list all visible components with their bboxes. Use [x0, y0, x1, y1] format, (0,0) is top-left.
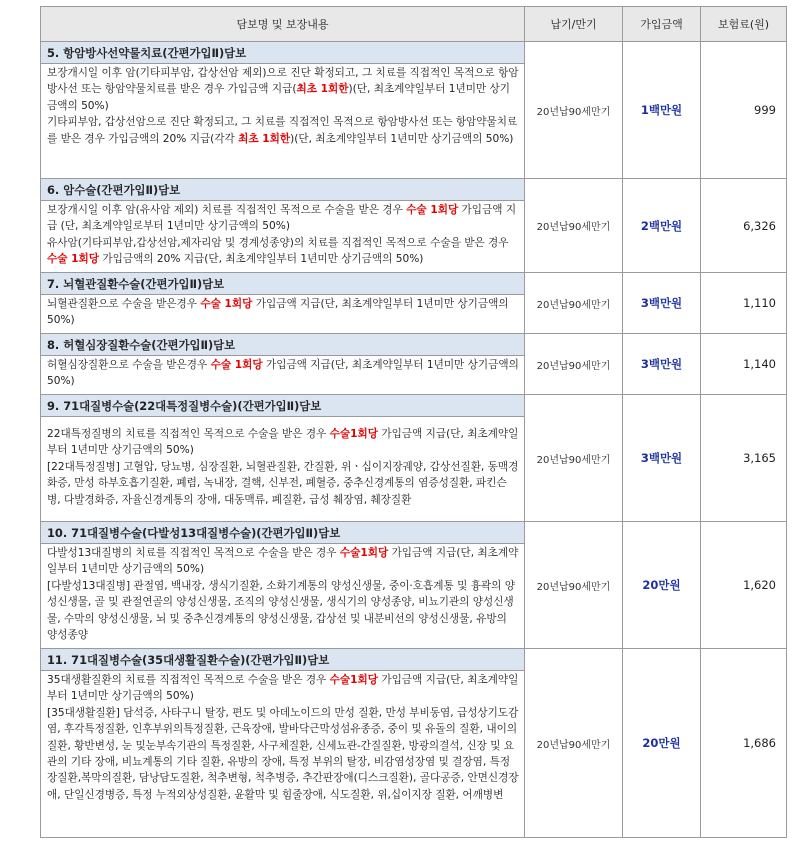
desc-paragraph: 35대생활질환의 치료를 직접적인 목적으로 수술을 받은 경우 수술1회당 가입금액 지급(단, 최초계약일부터 1년미만 상기금액의 50%) [47, 674, 519, 703]
desc-paragraph: 보장개시일 이후 암(유사암 제외) 치료를 직접적인 목적으로 수술을 받은 경우 수술 1회당 가입금액 지급 (단, 최초계약일로부터 1년미만 상기금액의 50%) [47, 204, 517, 233]
coverage-description [41, 356, 525, 395]
coverage-title-row [41, 522, 787, 544]
desc-paragraph: 유사암(기타피부암,갑상선암,제자리암 및 경계성종양)의 치료를 직접적인 목적으로 수술을 받은 경우 수술 1회당 가입금액의 20% 지급(단, 최초계약일부터 1년미만 상기금액의 50%) [47, 236, 509, 266]
desc-paragraph: 뇌혈관질환으로 수술을 받은경우 수술 1회당 가입금액 지급(단, 최초계약일부터 1년미만 상기금액의 50%) [47, 298, 509, 327]
coverage-title: 10. 71대질병수술(다발성13대질병수술)(간편가입Ⅱ)담보 [41, 522, 525, 544]
disease-list: [다발성13대질병] 관절염, 백내장, 생식기질환, 소화기계통의 양성신생물, 중이·호흡계통 및 흉곽의 양성신생물, 골 및 관절연골의 양성신생물, 조직의 양성신생물, 생식기의 양성종양, 비뇨기관의 양성신생물, 수막의 양성신생물, 뇌 및 중추신경계통의 양성신생물, 갑상선 및 내분비선의 양성신생물, 유방의 양성종양 [47, 579, 515, 642]
header-premium: 보험료(원) [701, 7, 787, 42]
coverage-description [41, 201, 525, 273]
amount-cell: 2백만원 [623, 179, 701, 273]
term-cell: 20년납90세만기 [525, 522, 623, 649]
amount-cell: 1백만원 [623, 42, 701, 179]
coverage-title: 9. 71대질병수술(22대특정질병수술)(간편가입Ⅱ)담보 [41, 395, 525, 417]
term-cell: 20년납90세만기 [525, 42, 623, 179]
premium-cell: 3,165 [701, 395, 787, 522]
coverage-table [40, 6, 787, 838]
desc-paragraph: 허혈심장질환으로 수술을 받은경우 수술 1회당 가입금액 지급(단, 최초계약일부터 1년미만 상기금액의 50%) [47, 359, 519, 388]
term-cell: 20년납90세만기 [525, 649, 623, 838]
limit-highlight: 수술1회당 [329, 674, 378, 686]
amount-cell: 3백만원 [623, 273, 701, 334]
limit-highlight: 수술 1회당 [406, 204, 459, 216]
header-amount: 가입금액 [623, 7, 701, 42]
limit-highlight: 수술1회당 [329, 428, 378, 440]
coverage-title: 7. 뇌혈관질환수술(간편가입Ⅱ)담보 [41, 273, 525, 295]
term-cell: 20년납90세만기 [525, 273, 623, 334]
limit-highlight: 최초 1회한 [296, 83, 349, 96]
header-row [41, 7, 787, 42]
header-term: 납기/만기 [525, 7, 623, 42]
desc-paragraph: 기타피부암, 갑상선암으로 진단 확정되고, 그 치료를 직접적인 목적으로 항암방사선 또는 항암약물치료를 받은 경우 가입금액의 20% 지급(각각 최초 1회한)(단, 최초계약일부터 1년미만 상기금액의 50%) [47, 116, 518, 145]
desc-paragraph: 다발성13대질병의 치료를 직접적인 목적으로 수술을 받은 경우 수술1회당 가입금액 지급(단, 최초계약일부터 1년미만 상기금액의 50%) [47, 547, 519, 576]
coverage-description [41, 64, 525, 179]
amount-cell: 20만원 [623, 649, 701, 838]
coverage-title-row [41, 179, 787, 201]
amount-cell: 20만원 [623, 522, 701, 649]
coverage-title: 11. 71대질병수술(35대생활질환수술)(간편가입Ⅱ)담보 [41, 649, 525, 671]
amount-cell: 3백만원 [623, 334, 701, 395]
limit-highlight: 수술1회당 [339, 547, 389, 559]
premium-cell: 1,686 [701, 649, 787, 838]
header-coverage: 담보명 및 보장내용 [41, 7, 525, 42]
desc-paragraph: 22대특정질병의 치료를 직접적인 목적으로 수술을 받은 경우 수술1회당 가입금액 지급(단, 최초계약일부터 1년미만 상기금액의 50%) [47, 428, 519, 457]
disease-list: [22대특정질병] 고혈압, 당뇨병, 심장질환, 뇌혈관질환, 간질환, 위ㆍ십이지장궤양, 갑상선질환, 동맥경화증, 만성 하부호흡기질환, 폐렴, 녹내장, 결핵, 신부전, 폐혈증, 중추신경계통의 염증성질환, 파킨슨병, 다발경화증, 자율신경계통의 장애, 대동맥류, 폐질환, 급성 췌장염, 췌장질환 [47, 460, 519, 506]
limit-highlight: 수술 1회당 [47, 253, 99, 266]
premium-cell: 999 [701, 42, 787, 179]
term-cell: 20년납90세만기 [525, 395, 623, 522]
coverage-description [41, 544, 525, 649]
coverage-description [41, 671, 525, 838]
coverage-title: 8. 허혈심장질환수술(간편가입Ⅱ)담보 [41, 334, 525, 356]
coverage-description [41, 295, 525, 334]
premium-cell: 6,326 [701, 179, 787, 273]
limit-highlight: 수술 1회당 [210, 359, 263, 371]
premium-cell: 1,110 [701, 273, 787, 334]
coverage-description [41, 417, 525, 522]
coverage-title-row [41, 334, 787, 356]
desc-paragraph: 보장개시일 이후 암(기타피부암, 갑상선암 제외)으로 진단 확정되고, 그 치료를 직접적인 목적으로 항암방사선 또는 항암약물치료를 받은 경우 가입금액 지급(최초 1회한)(단, 최초계약일부터 1년미만 상기금액의 50%) [47, 67, 519, 112]
coverage-title: 6. 암수술(간편가입Ⅱ)담보 [41, 179, 525, 201]
premium-cell: 1,620 [701, 522, 787, 649]
limit-highlight: 최초 1회한 [238, 132, 291, 145]
premium-cell: 1,140 [701, 334, 787, 395]
coverage-title-row [41, 649, 787, 671]
coverage-title-row [41, 42, 787, 64]
coverage-title-row [41, 395, 787, 417]
term-cell: 20년납90세만기 [525, 179, 623, 273]
amount-cell: 3백만원 [623, 395, 701, 522]
coverage-title: 5. 항암방사선약물치료(간편가입Ⅱ)담보 [41, 42, 525, 64]
coverage-title-row [41, 273, 787, 295]
limit-highlight: 수술 1회당 [200, 298, 253, 310]
term-cell: 20년납90세만기 [525, 334, 623, 395]
disease-list: [35대생활질환] 담석증, 사타구니 탈장, 편도 및 아데노이드의 만성 질환, 만성 부비동염, 급성상기도감염, 후각특정질환, 인후부위의특정질환, 근육장애, 발바닥근막성섬유종증, 중이 및 유돌의 질환, 내이의 질환, 황반변성, 눈 및눈부속기관의 특정질환, 사구체질환, 신세뇨관-간질질환, 방광의결석, 신장 및 요관의 기타 장애, 비뇨계통의 기타 질환, 유방의 장애, 특정 부위의 탈장, 비감염성장염 및 결장염, 특정 장질환,복막의질환, 담낭담도질환, 척추변형, 척추병증, 추간판장애(디스크질환), 골다공증, 안면신경장애, 단일신경병증, 특정 누적외상성질환, 윤활막 및 힘줄장애, 식도질환, 위,십이지장 질환, 어깨병변 [47, 706, 519, 801]
